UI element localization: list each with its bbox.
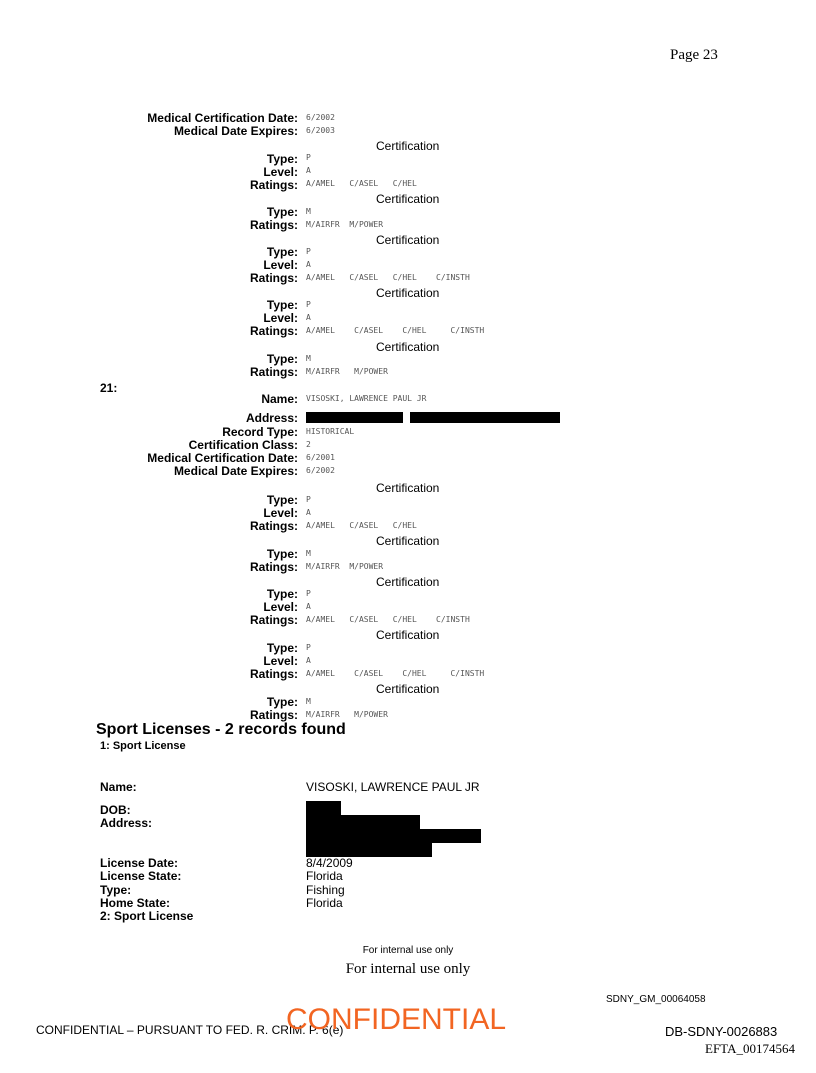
ratings-label: Ratings: [250,271,298,285]
medical-cert-date-label: Medical Certification Date: [147,451,298,465]
license-state-value: Florida [306,869,343,883]
level-label: Level: [263,600,298,614]
medical-date-expires-value: 6/2002 [306,466,335,475]
level-value: A [306,260,311,269]
internal-use-note-small: For internal use only [362,945,454,956]
ratings-value: M/AIRFR M/POWER [306,562,384,571]
sport-license-item-1: 1: Sport License [100,740,186,752]
ratings-value: A/AMEL C/ASEL C/HEL [306,179,417,188]
medical-cert-date-value: 6/2001 [306,453,335,462]
ratings-label: Ratings: [250,178,298,192]
redaction-bar [306,815,420,829]
sport-name-value: VISOSKI, LAWRENCE PAUL JR [306,780,480,794]
confidential-notice: CONFIDENTIAL – PURSUANT TO FED. R. CRIM. P. 6(e) [36,1023,344,1037]
level-label: Level: [263,311,298,325]
ratings-value: A/AMEL C/ASEL C/HEL C/INSTH [306,273,470,282]
type-label: Type: [266,547,298,561]
license-date-value: 8/4/2009 [306,856,353,870]
certification-class-value: 2 [306,440,311,449]
sport-address-label: Address: [100,816,153,830]
level-value: A [306,166,311,175]
type-label: Type: [266,695,298,709]
bates-number-db-sdny: DB-SDNY-0026883 [665,1024,778,1039]
type-label: Type: [266,205,298,219]
type-label: Type: [266,587,298,601]
dob-label: DOB: [100,803,131,817]
level-label: Level: [263,165,298,179]
certification-heading: Certification [376,192,440,206]
level-label: Level: [263,258,298,272]
page-number: Page 23 [670,47,718,63]
type-label: Type: [266,641,298,655]
certification-heading: Certification [376,628,440,642]
type-value: P [306,643,311,652]
type-value: M [306,354,311,363]
certification-heading: Certification [376,286,440,300]
certification-heading: Certification [376,139,440,153]
medical-cert-date-label: Medical Certification Date: [147,111,298,125]
type-value: P [306,589,311,598]
bates-number-efta: EFTA_00174564 [705,1041,795,1056]
type-label: Type: [266,298,298,312]
sport-name-label: Name: [100,780,137,794]
type-value: P [306,495,311,504]
confidential-stamp: CONFIDENTIAL [286,1003,507,1036]
redaction-bar [410,412,560,423]
type-value: M [306,697,311,706]
redaction-bar [306,843,432,857]
level-value: A [306,656,311,665]
level-value: A [306,508,311,517]
ratings-value: M/AIRFR M/POWER [306,220,384,229]
type-label: Type: [266,152,298,166]
internal-use-note-large: For internal use only [345,961,471,977]
type-value: M [306,207,311,216]
license-date-label: License Date: [100,856,179,870]
certification-heading: Certification [376,575,440,589]
type-value: P [306,153,311,162]
level-value: A [306,602,311,611]
ratings-label: Ratings: [250,613,298,627]
bates-number-sdny-gm: SDNY_GM_00064058 [606,994,706,1005]
type-value: P [306,247,311,256]
type-label: Type: [266,493,298,507]
level-value: A [306,313,311,322]
ratings-value: A/AMEL C/ASEL C/HEL [306,521,417,530]
certification-heading: Certification [376,233,440,247]
home-state-value: Florida [306,896,343,910]
name-label: Name: [261,392,298,406]
certification-heading: Certification [376,481,440,495]
medical-date-expires-value: 6/2003 [306,126,335,135]
level-label: Level: [263,654,298,668]
home-state-label: Home State: [100,896,171,910]
name-value: VISOSKI, LAWRENCE PAUL JR [306,394,427,403]
ratings-value: A/AMEL C/ASEL C/HEL C/INSTH [306,669,485,678]
sport-type-value: Fishing [306,883,345,897]
type-value: P [306,300,311,309]
ratings-label: Ratings: [250,667,298,681]
ratings-label: Ratings: [250,519,298,533]
ratings-label: Ratings: [250,708,298,722]
certification-heading: Certification [376,340,440,354]
type-label: Type: [266,352,298,366]
sport-licenses-heading: Sport Licenses - 2 records found [96,721,346,738]
license-state-label: License State: [100,869,182,883]
certification-class-label: Certification Class: [188,438,298,452]
medical-date-expires-label: Medical Date Expires: [173,464,298,478]
ratings-value: M/AIRFR M/POWER [306,710,388,719]
type-label: Type: [266,245,298,259]
certification-heading: Certification [376,534,440,548]
redaction-bar [306,829,481,843]
ratings-value: A/AMEL C/ASEL C/HEL C/INSTH [306,326,485,335]
ratings-value: A/AMEL C/ASEL C/HEL C/INSTH [306,615,470,624]
record-type-value: HISTORICAL [306,427,355,436]
record-index: 21: [100,381,118,395]
sport-type-label: Type: [100,883,132,897]
medical-cert-date-value: 6/2002 [306,113,335,122]
ratings-value: M/AIRFR M/POWER [306,367,388,376]
record-type-label: Record Type: [222,425,298,439]
redaction-bar [306,801,341,815]
ratings-label: Ratings: [250,365,298,379]
type-value: M [306,549,311,558]
ratings-label: Ratings: [250,218,298,232]
certification-heading: Certification [376,682,440,696]
ratings-label: Ratings: [250,324,298,338]
ratings-label: Ratings: [250,560,298,574]
sport-license-item-2: 2: Sport License [100,909,194,923]
medical-date-expires-label: Medical Date Expires: [173,124,298,138]
redaction-bar [306,412,403,423]
address-label: Address: [245,411,298,425]
level-label: Level: [263,506,298,520]
